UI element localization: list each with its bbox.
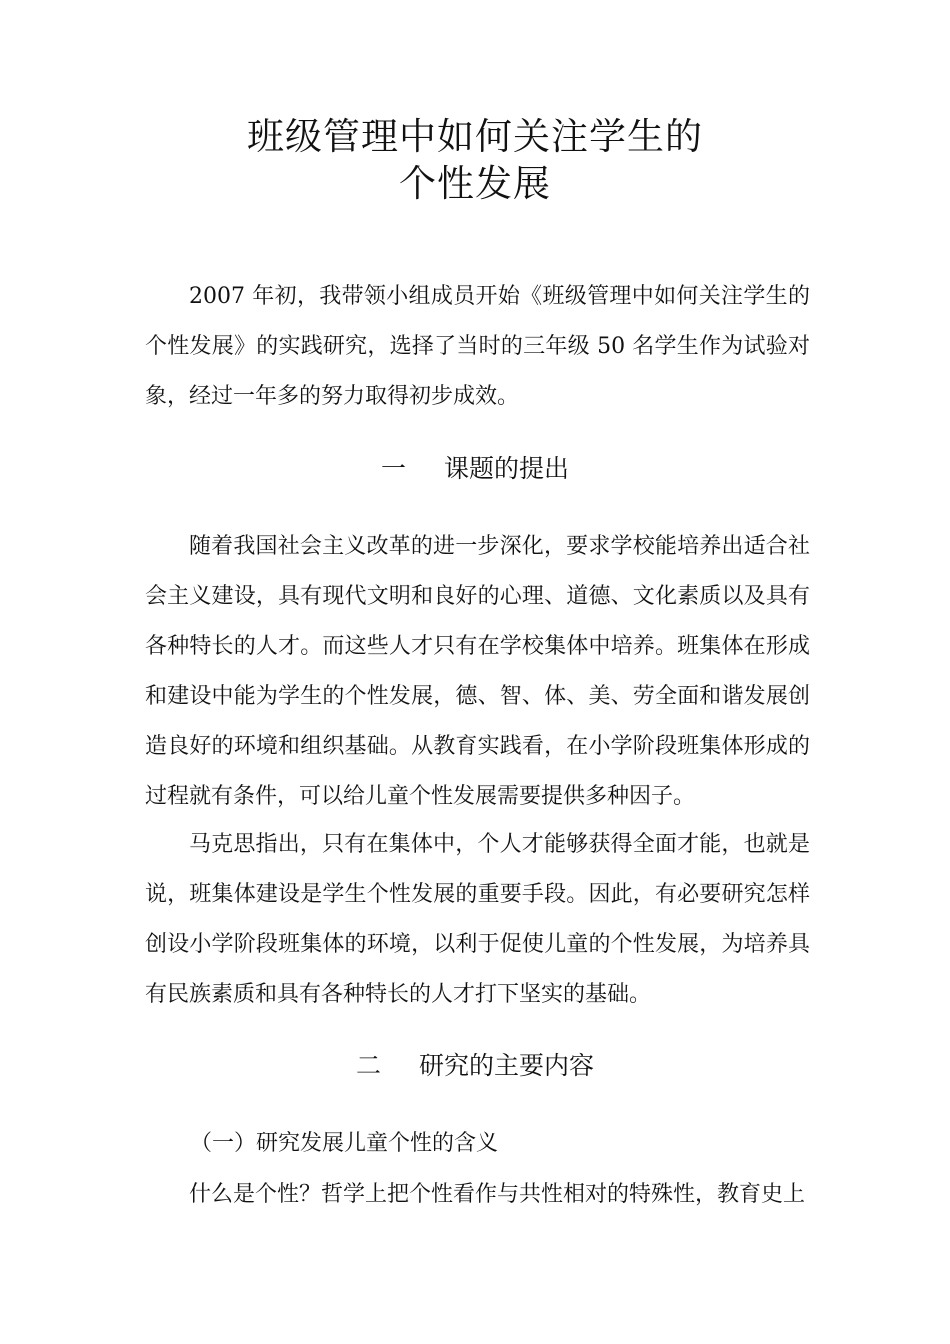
intro-paragraph: 2007 年初，我带领小组成员开始《班级管理中如何关注学生的个性发展》的实践研究，选择了当时的三年级 50 名学生作为试验对象，经过一年多的努力取得初步成效。 bbox=[145, 284, 810, 409]
document-title-line2: 个性发展 bbox=[399, 162, 551, 205]
section-number: 一 bbox=[380, 454, 406, 483]
section-heading-2 bbox=[0, 1048, 950, 1084]
section2-paragraph1: 什么是个性？哲学上把个性看作与共性相对的特殊性，教育史上 bbox=[189, 1182, 806, 1207]
section-title: 研究的主要内容 bbox=[419, 1051, 595, 1080]
subsection-heading-1: （一）研究发展儿童个性的含义 bbox=[190, 1131, 499, 1156]
section-title: 课题的提出 bbox=[444, 454, 570, 483]
section1-paragraph1: 随着我国社会主义改革的进一步深化，要求学校能培养出适合社会主义建设，具有现代文明和良好的心理、道德、文化素质以及具有各种特长的人才。而这些人才只有在学校集体中培养。班集体在形成和建设中能为学生的个性发展，德、智、体、美、劳全面和谐发展创造良好的环境和组织基础。从教育实践看，在小学阶段班集体形成的过程就有条件，可以给儿童个性发展需要提供多种因子。 bbox=[145, 534, 810, 809]
document-title-line1: 班级管理中如何关注学生的 bbox=[247, 115, 703, 158]
section-heading-1 bbox=[0, 451, 950, 487]
section1-paragraph2: 马克思指出，只有在集体中，个人才能够获得全面才能，也就是说，班集体建设是学生个性发展的重要手段。因此，有必要研究怎样创设小学阶段班集体的环境，以利于促使儿童的个性发展，为培养具有民族素质和具有各种特长的人才打下坚实的基础。 bbox=[145, 832, 810, 1007]
section-number: 二 bbox=[355, 1051, 381, 1080]
